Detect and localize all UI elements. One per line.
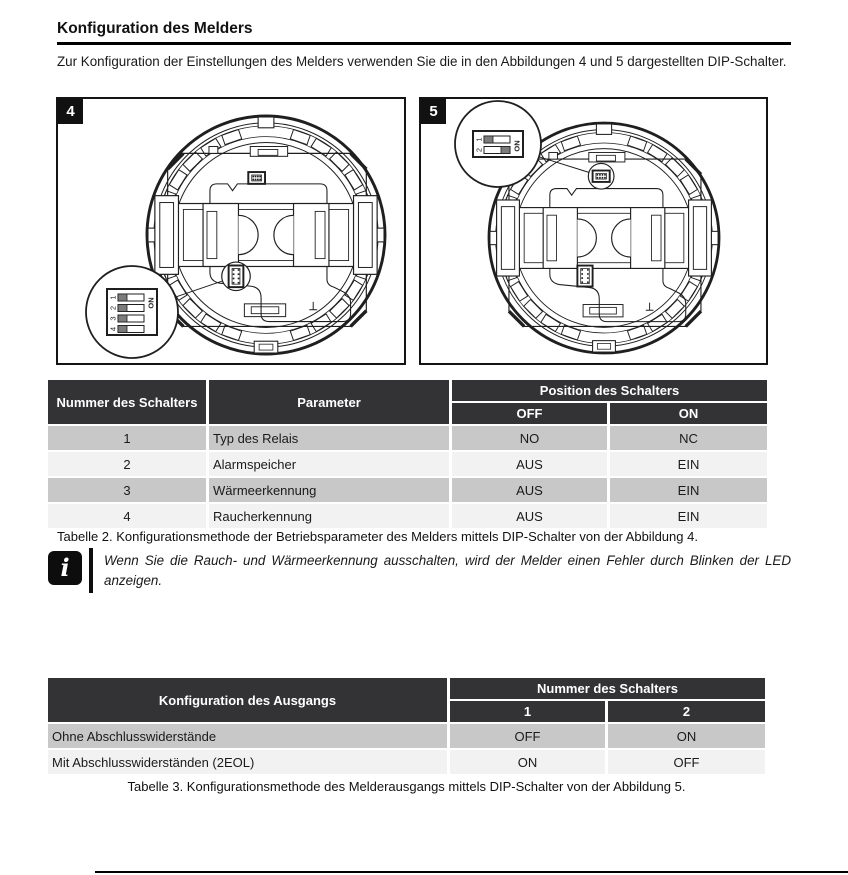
dip-parameter-table	[45, 378, 770, 530]
switch-number-cell: 1	[48, 426, 206, 450]
svg-text:1: 1	[108, 295, 118, 300]
on-value-cell: EIN	[610, 452, 767, 476]
table-row	[48, 750, 765, 774]
page-title: Konfiguration des Melders	[57, 20, 253, 37]
table2-header-switch-number: Nummer des Schalters	[48, 380, 206, 424]
table2-caption: Tabelle 2. Konfigurationsmethode der Betriebsparameter des Melders mittels DIP-Schalter von der Abbildung 4.	[57, 529, 698, 544]
svg-text:ON: ON	[512, 140, 522, 152]
table3-header-switch-1: 1	[450, 701, 605, 722]
page-bottom-rule	[95, 871, 848, 873]
output-configuration-table	[45, 676, 768, 776]
switch-number-cell: 3	[48, 478, 206, 502]
table2-header-position-group: Position des Schalters	[452, 380, 767, 401]
table2-header-on: ON	[610, 403, 767, 424]
svg-text:ON: ON	[146, 297, 156, 309]
switch-number-cell: 2	[48, 452, 206, 476]
table-row	[48, 452, 767, 476]
parameter-cell: Raucherkennung	[209, 504, 449, 528]
table3-header-switch-2: 2	[608, 701, 765, 722]
svg-text:2: 2	[474, 147, 484, 153]
figure-5-number-badge: 5	[421, 99, 446, 124]
switch2-value-cell: OFF	[608, 750, 765, 774]
note-divider-bar	[89, 548, 93, 593]
svg-text:1: 1	[474, 137, 484, 142]
figure-4-number-badge: 4	[58, 99, 83, 124]
switch1-value-cell: ON	[450, 750, 605, 774]
table3-header-output-config: Konfiguration des Ausgangs	[48, 678, 447, 722]
off-value-cell: AUS	[452, 478, 607, 502]
on-value-cell: EIN	[610, 504, 767, 528]
switch1-value-cell: OFF	[450, 724, 605, 748]
table2-header-off: OFF	[452, 403, 607, 424]
svg-text:3: 3	[108, 316, 118, 321]
off-value-cell: NO	[452, 426, 607, 450]
table3-header-switch-group: Nummer des Schalters	[450, 678, 765, 699]
parameter-cell: Alarmspeicher	[209, 452, 449, 476]
svg-text:4: 4	[108, 326, 118, 332]
section-heading	[57, 20, 791, 45]
table-row	[48, 504, 767, 528]
off-value-cell: AUS	[452, 504, 607, 528]
table-row	[48, 478, 767, 502]
off-value-cell: AUS	[452, 452, 607, 476]
figure-4	[56, 97, 406, 365]
on-value-cell: EIN	[610, 478, 767, 502]
table3-caption: Tabelle 3. Konfigurationsmethode des Melderausgangs mittels DIP-Schalter von der Abbildung 5.	[127, 779, 686, 794]
on-value-cell: NC	[610, 426, 767, 450]
output-config-cell: Mit Abschlusswiderständen (2EOL)	[48, 750, 447, 774]
info-icon: i	[48, 551, 82, 585]
switch-number-cell: 4	[48, 504, 206, 528]
table-row	[48, 426, 767, 450]
switch2-value-cell: ON	[608, 724, 765, 748]
figure-5	[419, 97, 768, 365]
figure-5-detector-diagram	[421, 99, 766, 363]
note-text: Wenn Sie die Rauch- und Wärmeerkennung ausschalten, wird der Melder einen Fehler durch Blinken der LED anzeigen.	[104, 553, 791, 589]
parameter-cell: Wärmeerkennung	[209, 478, 449, 502]
svg-text:2: 2	[108, 305, 118, 311]
table2-header-parameter: Parameter	[209, 380, 449, 424]
output-config-cell: Ohne Abschlusswiderstände	[48, 724, 447, 748]
table-row	[48, 724, 765, 748]
parameter-cell: Typ des Relais	[209, 426, 449, 450]
intro-paragraph: Zur Konfiguration der Einstellungen des Melders verwenden Sie die in den Abbildungen 4 und 5 dargestellten DIP-Schalter.	[57, 54, 787, 69]
figure-4-detector-diagram	[58, 99, 404, 363]
